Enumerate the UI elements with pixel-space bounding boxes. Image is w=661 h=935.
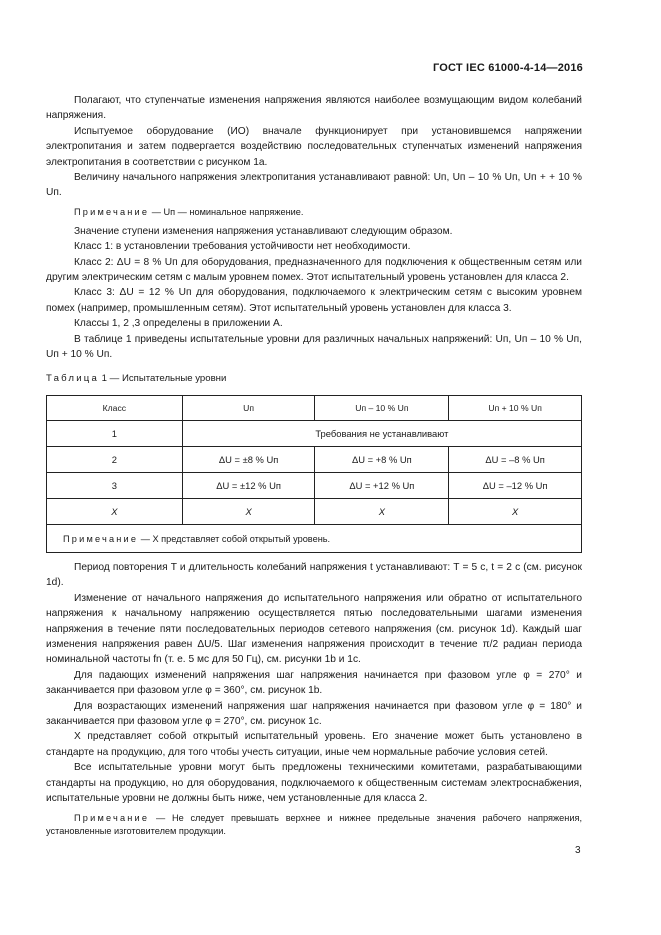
paragraph: Полагают, что ступенчатые изменения напряжения являются наиболее возмущающим видом колебаний напряжения. <box>46 95 582 122</box>
table-cell: X <box>449 499 582 525</box>
paragraph: Класс 2: ΔU = 8 % Uп для оборудования, предназначенного для подключения к общественным сетям или другим электрическим сетям с малым уровнем помех. Этот испытательный уровень установлен для класса 2. <box>46 256 582 284</box>
note-text: — Uп — номинальное напряжение. <box>149 206 304 217</box>
table-cell: X <box>47 499 183 525</box>
paragraph: Период повторения T и длительность колебаний напряжения t устанавливают: T = 5 с, t = 2 с (см. рисунок 1d). <box>46 562 582 589</box>
table-row <box>47 447 582 473</box>
paragraph: Класс 1: в установлении требования устойчивости нет необходимости. <box>74 241 411 253</box>
paragraph: Для возрастающих изменений напряжения шаг напряжения начинается при фазовом угле φ = 180° и заканчивается при фазовом угле φ = 270°, см. рисунок 1c. <box>46 700 582 728</box>
paragraph: В таблице 1 приведены испытательные уровни для различных начальных напряжений: Uп, Uп – 10 % Uп, Uп + 10 % Uп. <box>46 333 582 361</box>
note-label: Примечание <box>74 206 150 217</box>
table-cell: 2 <box>47 447 183 473</box>
paragraph: Класс 3: ΔU = 12 % Uп для оборудования, подключаемого к электрическим сетям с высоким уровнем помех (например, промышленным сетям). Этот испытательный уровень установлен для класса 3. <box>46 287 582 314</box>
table-caption-label: Таблица <box>46 373 100 384</box>
main-section <box>46 560 582 838</box>
table-row <box>47 473 582 499</box>
note <box>46 206 582 219</box>
table-cell: ΔU = ±12 % Uп <box>182 473 315 499</box>
table-row <box>47 499 582 525</box>
note-text: — X представляет собой открытый уровень. <box>138 533 331 544</box>
table-caption <box>46 373 226 384</box>
paragraph: X представляет собой открытый испытательный уровень. Его значение может быть установлено в стандарте на продукцию, для того чтобы учесть ситуации, иные чем нормальные рабочие условия сетей. <box>46 731 582 758</box>
header-cell: Uп + 10 % Uп <box>449 396 582 421</box>
table-cell-merged: Требования не устанавливают <box>182 421 581 447</box>
table-cell: ΔU = –12 % Uп <box>449 473 582 499</box>
table-cell: X <box>182 499 315 525</box>
table-cell: 3 <box>47 473 183 499</box>
note <box>46 812 582 838</box>
note-label: Примечание <box>63 533 139 544</box>
table-caption-text: 1 — Испытательные уровни <box>99 373 227 384</box>
paragraph: Изменение от начального напряжения до испытательного напряжения или обратно от испытательного напряжения к начальному напряжению осуществляется пятью последовательными шагами изменения напряжения в течение пяти последовательных периодов сетевого напряжения (см. рисунок 1d). Каждый шаг изменения напряжения равен ΔU/5. Шаг изменения напряжения происходит в течение π/2 радиан периода номинальной частоты fn (т. е. 5 мс для 50 Гц), см. рисунки 1b и 1c. <box>46 592 582 666</box>
table-cell: ΔU = –8 % Uп <box>449 447 582 473</box>
test-levels-table <box>46 395 582 553</box>
document-code-header: ГОСТ IEC 61000-4-14—2016 <box>432 62 583 74</box>
paragraph: Классы 1, 2 ,3 определены в приложении А. <box>74 318 283 330</box>
table-cell: 1 <box>47 421 183 447</box>
table-cell: ΔU = ±8 % Uп <box>182 447 315 473</box>
table-row <box>47 421 582 447</box>
paragraph: Величину начального напряжения электропитания устанавливают равной: Uп, Uп – 10 % Uп, Uп + + 10 % Uп. <box>46 172 582 199</box>
note-label: Примечание <box>74 812 150 823</box>
header-cell: Uп – 10 % Uп <box>315 396 449 421</box>
paragraph: Значение ступени изменения напряжения устанавливают следующим образом. <box>74 225 453 237</box>
table-cell: ΔU = +8 % Uп <box>315 447 449 473</box>
table-note <box>47 525 582 553</box>
header-cell: Uп <box>182 396 315 421</box>
note-text: — Не следует превышать верхнее и нижнее предельные значения рабочего напряжения, установленные изготовителем продукции. <box>46 812 582 836</box>
table-cell: ΔU = +12 % Uп <box>315 473 449 499</box>
paragraph: Испытуемое оборудование (ИО) вначале функционирует при установившемся напряжении электропитания и затем подвергается воздействию последовательных ступенчатых изменений напряжения электропитания в соответствии с рисунком 1а. <box>46 125 582 168</box>
table-header-row <box>47 396 582 421</box>
intro-section <box>46 93 582 363</box>
paragraph: Все испытательные уровни могут быть предложены техническими комитетами, разрабатывающими стандарты на продукцию, но для оборудования, подключаемого к общественным системам электроснабжения, испытательные уровни не должны быть ниже, чем установленные для класса 2. <box>46 762 582 805</box>
table-note-row <box>47 525 582 553</box>
header-cell: Класс <box>47 396 183 421</box>
paragraph: Для падающих изменений напряжения шаг напряжения начинается при фазовом угле φ = 270° и заканчивается при фазовом угле φ = 360°, см. рисунок 1b. <box>46 669 582 697</box>
table-cell: X <box>315 499 449 525</box>
page-number: 3 <box>575 845 581 856</box>
